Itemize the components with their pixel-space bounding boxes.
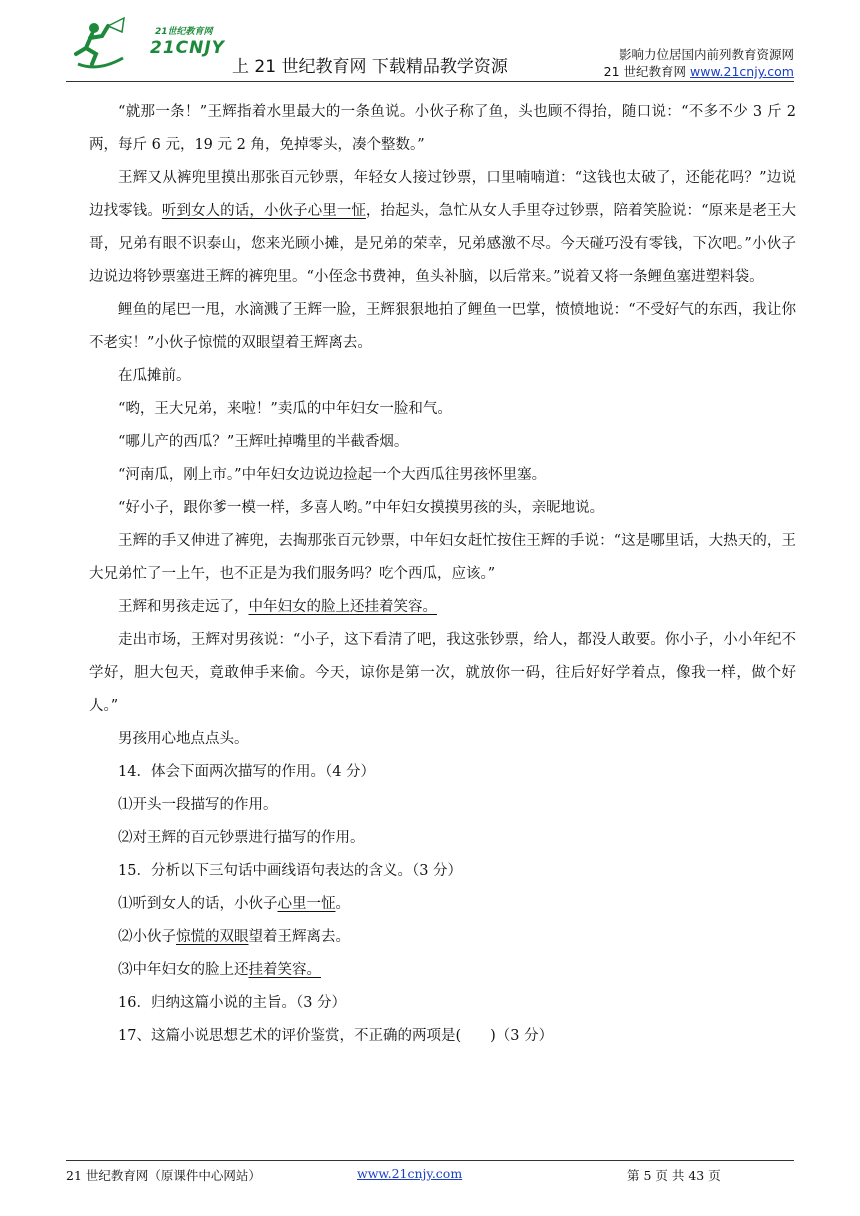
paragraph — [89, 162, 796, 294]
page-header — [0, 0, 860, 86]
footer-page-number: 第 5 页 共 43 页 — [627, 1168, 721, 1183]
underlined-sentence: 听到女人的话，小伙子心里一怔 — [161, 203, 366, 219]
text-span: ⑶中年妇女的脸上还 — [118, 962, 249, 978]
underlined-phrase: 心里一怔 — [277, 896, 336, 912]
header-title: 上 21 世纪教育网 下载精品教学资源 — [232, 57, 508, 77]
question-15-part-2 — [89, 921, 796, 954]
question-14-part-2: ⑵对王辉的百元钞票进行描写的作用。 — [118, 830, 365, 846]
question-16: 16．归纳这篇小说的主旨。（3 分） — [118, 995, 347, 1011]
text-span: 王辉和男孩走远了， — [118, 599, 249, 615]
paragraph: “河南瓜，刚上市。”中年妇女边说边捡起一个大西瓜往男孩怀里塞。 — [118, 467, 547, 483]
question-14: 14．体会下面两次描写的作用。（4 分） — [118, 764, 376, 780]
paragraph: 在瓜摊前。 — [118, 368, 191, 384]
header-slogan: 影响力位居国内前列教育资源网 — [618, 47, 794, 62]
text-span: 望着王辉离去。 — [248, 929, 350, 945]
question-14-part-1: ⑴开头一段描写的作用。 — [118, 797, 278, 813]
footer-divider — [66, 1160, 794, 1161]
paragraph — [89, 591, 796, 624]
question-15-part-3 — [89, 954, 796, 987]
paragraph: “好小子，跟你爹一模一样，多喜人哟。”中年妇女摸摸男孩的头，亲昵地说。 — [118, 500, 605, 516]
logo-text-small: 21世纪教育网 — [155, 27, 213, 37]
header-site-line — [604, 63, 794, 80]
text-span: 。 — [335, 896, 350, 912]
paragraph: 走出市场，王辉对男孩说：“小子，这下看清了吧，我这张钞票，给人，都没人敢要。你小子，小小年纪不学好，胆大包天，竟敢伸手来偷。今天，谅你是第一次，就放你一码，往后好好学着点，像我一样，做个好人。” — [89, 632, 796, 714]
footer-center — [357, 1166, 462, 1181]
header-right — [604, 46, 794, 80]
underlined-phrase: 挂着笑容。 — [248, 962, 321, 978]
paragraph: 鲤鱼的尾巴一甩，水滴溅了王辉一脸，王辉狠狠地拍了鲤鱼一巴掌，愤愤地说：“不受好气的东西，我让你不老实！”小伙子惊慌的双眼望着王辉离去。 — [89, 302, 796, 351]
paragraph: 王辉的手又伸进了裤兜，去掏那张百元钞票，中年妇女赶忙按住王辉的手说：“这是哪里话，大热天的，王大兄弟忙了一上午，也不正是为我们服务吗？吃个西瓜，应该。” — [89, 533, 796, 582]
site-logo[interactable] — [68, 14, 225, 76]
footer-left: 21 世纪教育网（原课件中心网站） — [66, 1168, 261, 1183]
question-17: 17、这篇小说思想艺术的评价鉴赏，不正确的两项是( )（3 分） — [118, 1028, 554, 1044]
question-15: 15．分析以下三句话中画线语句表达的含义。（3 分） — [118, 863, 463, 879]
underlined-sentence: 中年妇女的脸上还挂着笑容。 — [248, 599, 437, 615]
underlined-phrase: 惊慌的双眼 — [176, 929, 249, 945]
question-15-part-1 — [89, 888, 796, 921]
text-span: ⑵小伙子 — [118, 929, 176, 945]
footer-site-link[interactable]: www.21cnjy.com — [357, 1166, 463, 1181]
paragraph: “哪儿产的西瓜？”王辉吐掉嘴里的半截香烟。 — [118, 434, 409, 450]
paragraph: 男孩用心地点点头。 — [118, 731, 249, 747]
header-site-name: 21 世纪教育网 — [603, 64, 691, 79]
text-span: 王辉又从裤兜里摸出那张百元钞票，年轻女人接过钞票，口里喃喃道：“这钱也太破了，还能花吗？”边说边找零钱。 — [89, 170, 796, 219]
paragraph: “哟，王大兄弟，来啦！”卖瓜的中年妇女一脸和气。 — [118, 401, 452, 417]
paragraph: “就那一条！”王辉指着水里最大的一条鱼说。小伙子称了鱼，头也顾不得抬，随口说：“不多不少 3 斤 2 两，每斤 6 元，19 元 2 角，免掉零头，凑个整数。” — [89, 104, 796, 153]
header-site-link[interactable]: www.21cnjy.com — [690, 64, 794, 79]
text-span: ，抬起头，急忙从女人手里夺过钞票，陪着笑脸说：“原来是老王大哥，兄弟有眼不识泰山，您来光顾小摊，是兄弟的荣幸，兄弟感激不尽。今天碰巧没有零钱，下次吧。”小伙子边说边将钞票塞进王辉的裤兜里。“小侄念书费神，鱼头补脑，以后常来。”说着又将一条鲤鱼塞进塑料袋。 — [89, 203, 796, 285]
document-body — [89, 96, 796, 1053]
runner-logo-icon — [68, 14, 158, 76]
text-span: ⑴听到女人的话，小伙子 — [118, 896, 278, 912]
header-divider — [66, 81, 794, 82]
logo-text-big: 21CNJY — [150, 38, 225, 58]
